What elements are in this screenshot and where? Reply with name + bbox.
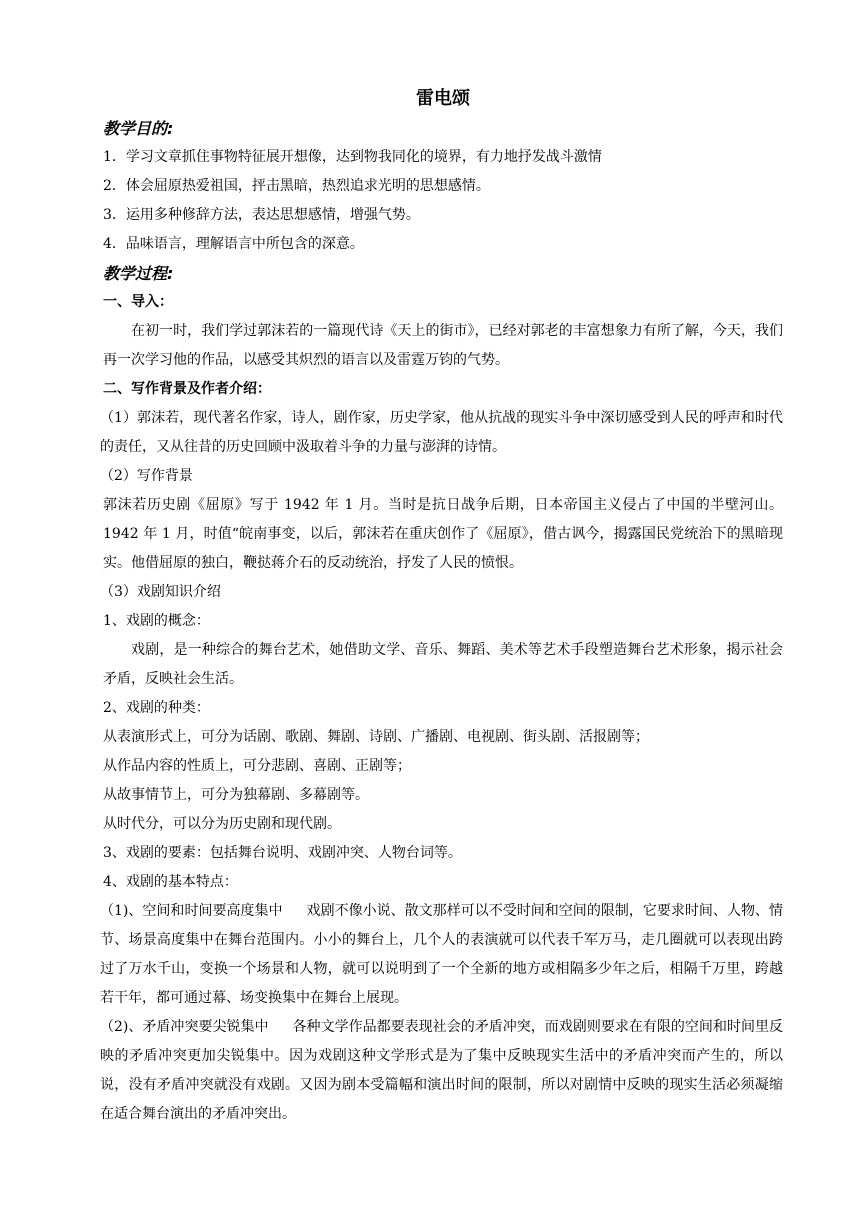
drama-concept-label: 1、戏剧的概念： [103, 613, 210, 629]
drama-type-line: 从表演形式上，可分为话剧、歌剧、舞剧、诗剧、广播剧、电视剧、街头剧、活报剧等； [103, 729, 649, 745]
feature-1-text: 戏剧不像小说、散文那样可以不受时间和空间的限制，它要求时间、人物、情节、场景高度集中在舞台范围内。小小的舞台上，几个人的表演就可以代表千军万马，走几圈就可以表现出跨过了万水千山，变换一个场景和人物，就可以说明到了一个全新的地方或相隔多少年之后，相隔千万里，跨越若干年，都可通过幕、场变换集中在舞台上展现。 [100, 903, 783, 1006]
intro-heading: 一、导入： [103, 294, 173, 310]
drama-elements-line: 3、戏剧的要素：包括舞台说明、戏剧冲突、人物台词等。 [103, 845, 462, 861]
document-title: 雷电颂 [416, 88, 470, 109]
document-page [100, 84, 783, 1129]
feature-1-title: （1)、空间和时间要高度集中 [100, 903, 283, 919]
drama-type-line: 从作品内容的性质上，可分悲剧、喜剧、正剧等； [103, 758, 411, 774]
objective-item: 3．运用多种修辞方法，表达思想感情，增强气势。 [103, 207, 420, 223]
feature-2-paragraph [100, 1013, 783, 1129]
objective-item: 1．学习文章抓住事物特征展开想像，达到物我同化的境界，有力地抒发战斗激情 [103, 149, 602, 165]
writing-background-label: （2）写作背景 [100, 468, 193, 484]
writing-background-paragraph: 郭沫若历史剧《屈原》写于 1942 年 1 月。当时是抗日战争后期，日本帝国主义侵占了中国的半壁河山。1942 年 1 月，时值“皖南事变，以后，郭沫若在重庆创作了《屈原》，借古讽今，揭露国民党统治下的黑暗现实。他借屈原的独白，鞭挞蒋介石的反动统治，抒发了人民的愤恨。 [103, 497, 783, 571]
intro-paragraph: 在初一时，我们学过郭沫若的一篇现代诗《天上的街市》，已经对郭老的丰富想象力有所了解，今天，我们再一次学习他的作品，以感受其炽烈的语言以及雷霆万钧的气势。 [103, 323, 783, 368]
objectives-heading [103, 114, 783, 143]
drama-type-line: 从时代分，可以分为历史剧和现代剧。 [103, 816, 341, 832]
feature-2-text: 各种文学作品都要表现社会的矛盾冲突，而戏剧则要求在有限的空间和时间里反映的矛盾冲突更加尖锐集中。因为戏剧这种文学形式是为了集中反映现实生活中的矛盾冲突而产生的，所以说，没有矛盾冲突就没有戏剧。又因为剧本受篇幅和演出时间的限制，所以对剧情中反映的现实生活必须凝缩在适合舞台演出的矛盾冲突出。 [100, 1019, 783, 1122]
process-heading: 教学过程: [103, 264, 174, 283]
objectives-heading-text: 教学目的: [103, 119, 174, 138]
drama-features-label: 4、戏剧的基本特点： [103, 874, 238, 890]
drama-knowledge-label: （3）戏剧知识介绍 [100, 584, 221, 600]
author-paragraph: （1）郭沫若，现代著名作家，诗人，剧作家，历史学家，他从抗战的现实斗争中深切感受到人民的呼声和时代的责任，又从往昔的历史回顾中汲取着斗争的力量与澎湃的诗情。 [100, 410, 783, 455]
objective-item: 2．体会屈原热爱祖国，抨击黑暗，热烈追求光明的思想感情。 [103, 178, 490, 194]
feature-2-title: （2)、矛盾冲突要尖锐集中 [100, 1019, 269, 1035]
drama-concept-paragraph: 戏剧，是一种综合的舞台艺术，她借助文学、音乐、舞蹈、美术等艺术手段塑造舞台艺术形象，揭示社会矛盾，反映社会生活。 [103, 642, 783, 687]
objective-item: 4．品味语言，理解语言中所包含的深意。 [103, 236, 364, 252]
background-heading: 二、写作背景及作者介绍： [103, 381, 271, 397]
feature-1-paragraph [100, 897, 783, 1013]
drama-type-line: 从故事情节上，可分为独幕剧、多幕剧等。 [103, 787, 369, 803]
drama-types-label: 2、戏剧的种类： [103, 700, 210, 716]
